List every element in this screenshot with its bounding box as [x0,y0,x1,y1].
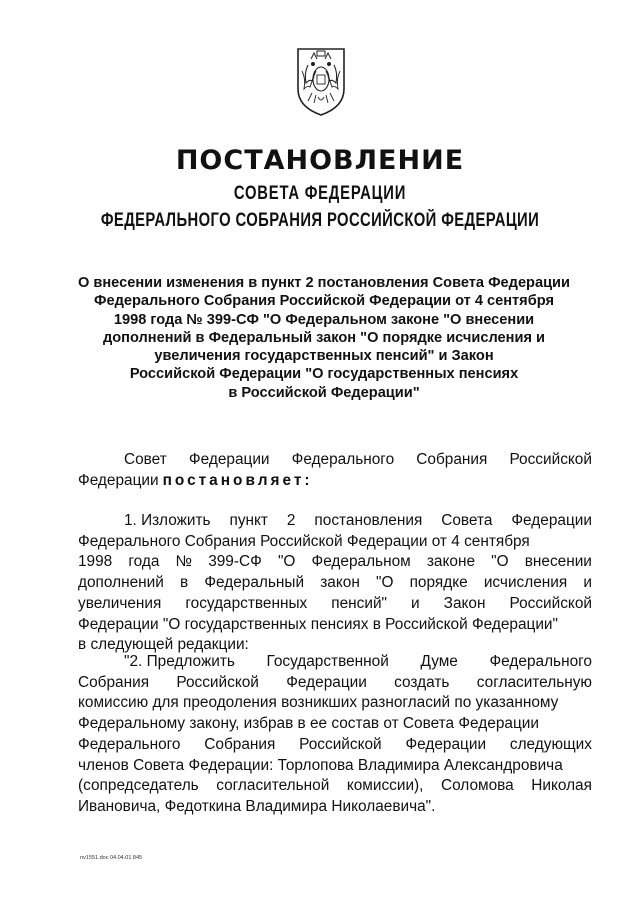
word: пункт [229,512,268,529]
word: Федерации [286,673,367,691]
document-subtitle-line2: ФЕДЕРАЛЬНОГО СОБРАНИЯ РОССИЙСКОЙ ФЕДЕРАЦИИ [100,210,540,231]
resolution-heading [54,274,594,402]
word: "2. Предложить [124,653,235,670]
text-line [78,594,592,615]
word: Федерации [188,451,270,468]
word: Федерации [511,512,592,529]
word: и [583,574,592,592]
word: 2 [286,512,296,529]
word: (сопредседатель [78,777,199,795]
word: законе [426,553,476,571]
word: внесении [524,553,592,571]
word: согласительной [216,777,330,795]
text-line [78,552,592,573]
word: комиссии), [346,777,424,795]
word: 1998 [78,553,113,571]
preamble [78,450,592,491]
word: Федерации "О государственных пенсиях в Российской Федерации" [78,615,558,633]
word: Совета [441,512,493,529]
word: Соломова [440,777,514,795]
word: Федеральному закону, избрав в ее состав от Совета Федерации [78,715,539,733]
word: Думе [420,653,458,670]
word: Федерального [291,451,395,468]
word: Федерального [489,653,592,670]
word: Российской [299,735,382,753]
word: постановления [314,512,423,529]
preamble-line1 [78,450,592,471]
word: Собрания [416,451,488,468]
text-line [78,714,592,735]
text-line [78,652,592,673]
heading-line: увеличения государственных пенсий" и Закон [154,348,494,365]
paragraph-1 [78,511,592,656]
text-line [78,693,592,714]
word: создать [394,673,450,691]
text-line [78,532,592,553]
word: № [175,553,193,571]
word: Федерации [78,471,159,489]
word: Закон [443,594,486,612]
document-footer-code: nv1551.doc 04.04.01 845 [80,855,143,861]
text-line [78,756,592,777]
heading-line: 1998 года № 399-СФ "О Федеральном законе "О внесении [113,311,535,328]
word: "О [277,553,296,571]
text-line [78,776,592,797]
word: Ивановича, Федоткина Владимира Николаевича". [78,797,436,815]
heading-line: в Российской Федерации" [228,384,420,401]
word: согласительную [476,673,592,691]
text-line [78,511,592,532]
word: увеличения [78,594,162,612]
word: пенсий" [331,594,388,612]
word: в [180,574,189,592]
word: дополнений [78,574,164,592]
word: государственных [185,594,308,612]
word: Собрания [204,735,276,753]
document-title: ПОСТАНОВЛЕНИЕ [175,145,465,176]
word: Российской [176,673,259,691]
heading-line: О внесении изменения в пункт 2 постановления Совета Федерации [77,275,571,291]
word: в следующей редакции: [78,636,249,654]
text-line [78,573,592,594]
word: закон [320,574,360,592]
text-line [78,673,592,694]
word: Федеральном [311,553,411,571]
word: исчисления [483,574,568,592]
word: Государственной [266,653,389,670]
word: порядке [409,574,468,592]
heading-line: Российской Федерации "О государственных пенсиях [129,366,519,383]
word: года [128,553,160,571]
word: Николая [531,777,592,795]
text-line [78,735,592,756]
word: Федерации [405,735,487,753]
text-line [78,615,592,636]
word: Федерального Собрания Российской Федерации от 4 сентября [78,532,530,550]
word: 399-СФ [208,553,262,571]
word: "О [376,574,394,592]
resolves-verb: постановляет: [162,471,313,489]
coat-of-arms-emblem [294,45,348,117]
word: членов Совета Федерации: Торлопова Владимира Александровича [78,756,563,774]
paragraph-2 [78,652,592,818]
document-subtitle-line1: СОВЕТА ФЕДЕРАЦИИ [233,183,407,204]
text-line [78,797,592,818]
heading-line: Федерального Собрания Российской Федерации от 4 сентября [94,293,554,310]
word: "О [491,553,509,571]
word: следующих [509,735,592,753]
preamble-line2 [78,471,592,492]
word: и [411,594,420,612]
word: Российской [509,451,592,468]
word: Собрания [78,673,150,691]
word: Совет [124,451,167,468]
heading-line: дополнений в Федеральный закон "О порядке исчисления и [102,329,545,346]
word: комиссию для преодоления возникших разногласий по указанному [78,694,559,712]
word: Федеральный [204,574,305,592]
word: Федерального [78,735,181,753]
word: 1. Изложить [124,512,211,529]
word: Российской [509,594,592,612]
